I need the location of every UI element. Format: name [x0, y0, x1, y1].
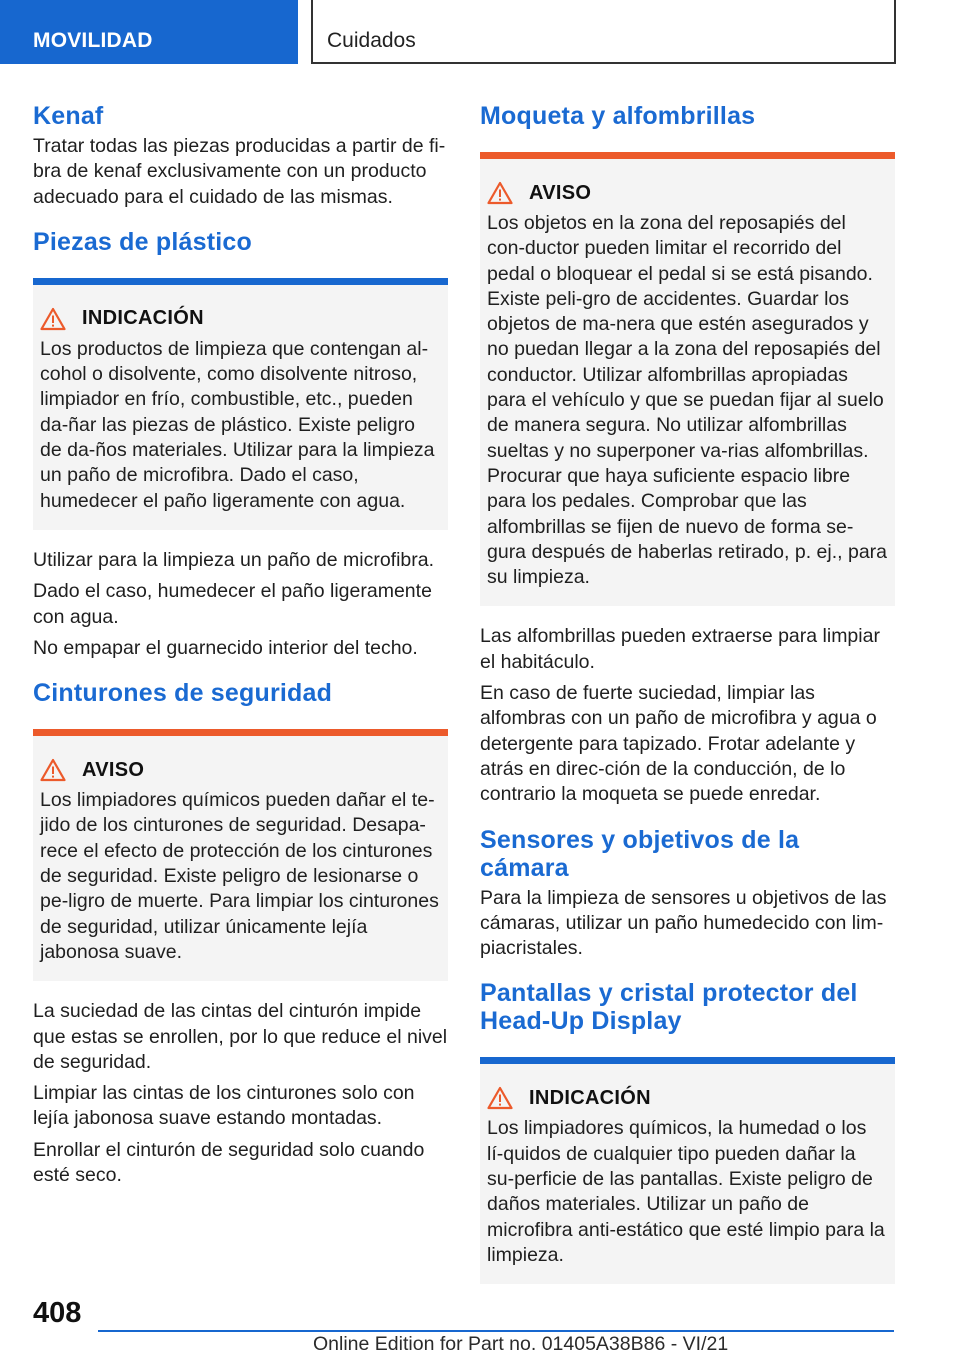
notice-header: [40, 307, 440, 331]
heading-sensors: Sensores y objetivos de la cámara: [480, 825, 800, 882]
notice-header: [487, 1086, 887, 1110]
plastic-paragraph: Dado el caso, humedecer el paño ligeramente con agua.: [33, 580, 432, 628]
notice-text: Los limpiadores químicos, la humedad o los lí-quidos de cualquier tipo pueden dañar la su-perficie de las pantallas. Existe peligro de daños materiales. Utilizar un paño de microfibra anti-estático que esté limpio para la limpieza.: [487, 1117, 885, 1266]
section-title: MOVILIDAD: [33, 29, 153, 52]
notice-text: Los productos de limpieza que contengan al-cohol o disolvente, como disolvente nitroso, limpiador en frío, combustible, etc., pueden da-ñar las piezas de plástico. Existe peligro de da-ños materiales. Utilizar para la limpieza un paño de microfibra. Dado el caso, humedecer el paño ligeramente con agua.: [40, 337, 435, 512]
notice-header: [487, 181, 887, 205]
carpet-paragraph: En caso de fuerte suciedad, limpiar las alfombras con un paño de microfibra y agua o detergente para tapizado. Frotar adelante y atrás en direc-ción de la conducción, de lo contrario la moqueta se puede enredar.: [480, 682, 877, 806]
header-chapter-tab: [311, 0, 896, 64]
footer-divider: [98, 1330, 894, 1332]
heading-plastic: Piezas de plástico: [33, 227, 252, 256]
belts-paragraph: Enrollar el cinturón de seguridad solo cuando esté seco.: [33, 1138, 425, 1187]
notice-header: [40, 758, 440, 782]
heading-displays: Pantallas y cristal protector del Head-Up Display: [480, 979, 858, 1036]
heading-carpet: Moqueta y alfombrillas: [480, 102, 756, 130]
belts-paragraph: La suciedad de las cintas del cinturón impide que estas se enrollen, por lo que reduce el nivel de seguridad.: [33, 1000, 448, 1073]
chapter-title: Cuidados: [327, 29, 416, 52]
notice-title: INDICACIÓN: [529, 1086, 651, 1109]
heading-kenaf: Kenaf: [33, 102, 104, 130]
notice-plastic: [33, 278, 448, 530]
warning-triangle-icon: [487, 1086, 513, 1110]
right-column: [480, 102, 895, 1302]
warning-triangle-icon: [487, 181, 513, 205]
notice-title: AVISO: [82, 758, 145, 781]
notice-title: INDICACIÓN: [82, 307, 204, 330]
belts-paragraph: Limpiar las cintas de los cinturones solo con lejía jabonosa suave estando montadas.: [33, 1082, 415, 1130]
left-column: [33, 102, 448, 1194]
page-number: 408: [33, 1297, 82, 1329]
notice-text: Los limpiadores químicos pueden dañar el te-jido de los cinturones de seguridad. Desapa-rece el efecto de protección de los cinturones de seguridad. Existe peligro de lesionarse o pe-ligro de muerte. Para limpiar los cinturones de seguridad, utilizar únicamente lejía jabonosa suave.: [40, 789, 439, 963]
warning-triangle-icon: [40, 307, 66, 331]
notice-belts: [33, 729, 448, 981]
notice-displays: [480, 1057, 895, 1284]
notice-carpet: [480, 152, 895, 606]
plastic-paragraph: No empapar el guarnecido interior del techo.: [33, 636, 418, 659]
header-section-tab: [0, 0, 298, 64]
plastic-paragraph: Utilizar para la limpieza un paño de microfibra.: [33, 548, 435, 571]
notice-text: Los objetos en la zona del reposapiés del con-ductor pueden limitar el recorrido del pedal o bloquear el pedal si se está pisando. Existe peli-gro de accidentes. Guardar los objetos de ma-nera que estén asegurados y no puedan llegar a la zona del reposapiés del conductor. Utilizar alfombrillas apropiadas para el vehículo y que se puedan fijar al suelo de manera segura. No utilizar alfombrillas sueltas y no superponer va-rias alfombrillas. Procurar que haya suficiente espacio libre para los pedales. Comprobar que las alfombrillas se fijen de nuevo de forma se-gura después de haberlas retirado, p. ej., para su limpieza.: [487, 212, 888, 589]
footer-edition: Online Edition for Part no. 01405A38B86 - VI/21: [313, 1333, 729, 1355]
notice-title: AVISO: [529, 181, 592, 204]
kenaf-text: Tratar todas las piezas producidas a partir de fi-bra de kenaf exclusivamente con un producto adecuado para el cuidado de las mismas.: [33, 135, 446, 208]
carpet-paragraph: Las alfombrillas pueden extraerse para limpiar el habitáculo.: [480, 625, 880, 673]
heading-belts: Cinturones de seguridad: [33, 679, 333, 708]
warning-triangle-icon: [40, 758, 66, 782]
sensors-text: Para la limpieza de sensores u objetivos de las cámaras, utilizar un paño humedecido con lim-piacristales.: [480, 886, 887, 960]
